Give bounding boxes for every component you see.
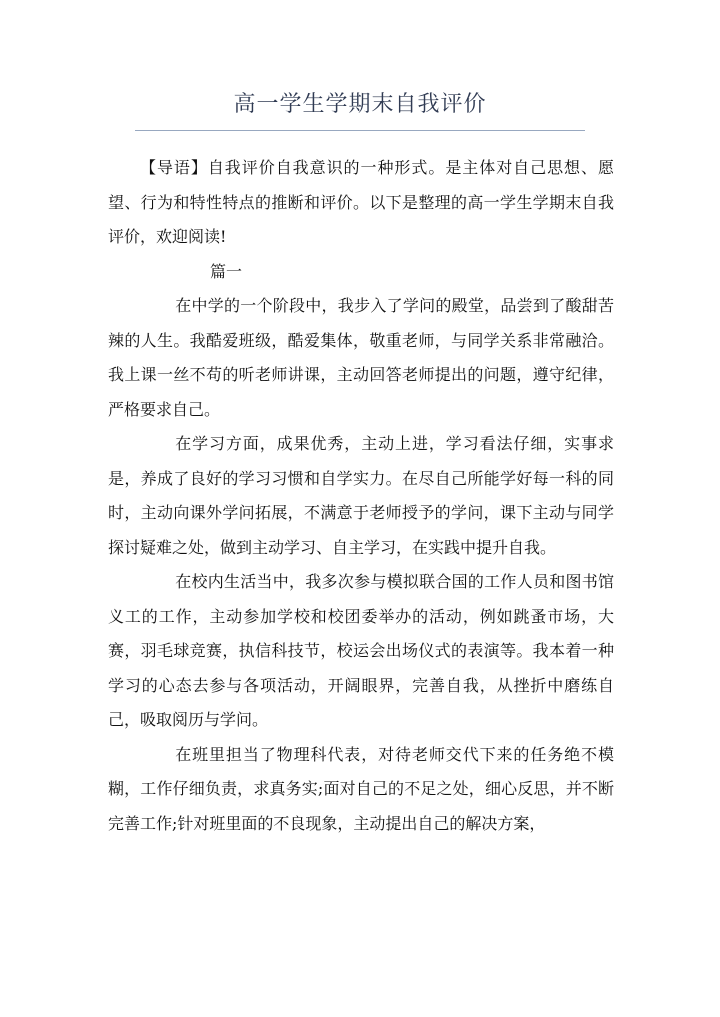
document-title: 高一学生学期末自我评价 <box>233 92 487 117</box>
document-body <box>108 151 614 841</box>
body-paragraph-1: 在中学的一个阶段中，我步入了学问的殿堂，品尝到了酸甜苦辣的人生。我酷爱班级，酷爱集体，敬重老师，与同学关系非常融洽。我上课一丝不苟的听老师讲课，主动回答老师提出的问题，遵守纪律，严格要求自己。 <box>108 296 614 419</box>
section-heading: 篇一 <box>210 261 243 281</box>
body-paragraph-4: 在班里担当了物理科代表，对待老师交代下来的任务绝不模糊，工作仔细负责，求真务实;面对自己的不足之处，细心反思，并不断完善工作;针对班里面的不良现象，主动提出自己的解决方案， <box>108 744 614 833</box>
body-paragraph-3: 在校内生活当中，我多次参与模拟联合国的工作人员和图书馆义工的工作，主动参加学校和校团委举办的活动，例如跳蚤市场，大赛，羽毛球竞赛，执信科技节，校运会出场仪式的表演等。我本着一种学习的心态去参与各项活动，开阔眼界，完善自我，从挫折中磨练自己，吸取阅历与学问。 <box>108 572 614 729</box>
intro-paragraph: 【导语】自我评价自我意识的一种形式。是主体对自己思想、愿望、行为和特性特点的推断和评价。以下是整理的高一学生学期末自我评价，欢迎阅读! <box>108 158 614 246</box>
title-divider <box>135 130 585 131</box>
body-paragraph-2: 在学习方面，成果优秀，主动上进，学习看法仔细，实事求是，养成了良好的学习习惯和自学实力。在尽自己所能学好每一科的同时，主动向课外学问拓展，不满意于老师授予的学问，课下主动与同学探讨疑难之处，做到主动学习、自主学习，在实践中提升自我。 <box>108 434 614 557</box>
